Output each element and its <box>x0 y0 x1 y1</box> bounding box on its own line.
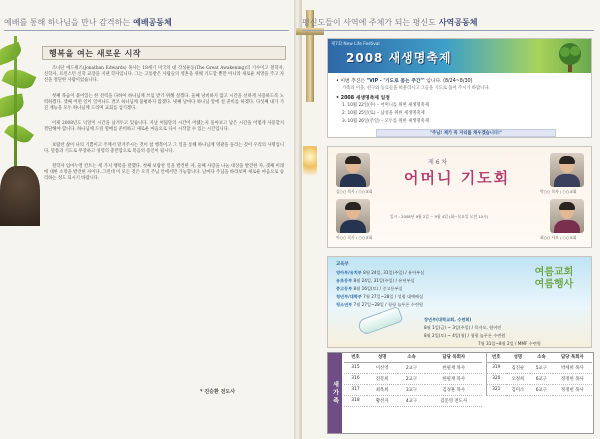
right-header-text: 평신도들이 사역에 주체가 되는 평신도 <box>302 17 436 27</box>
table-row <box>344 373 482 384</box>
left-header-section: 예배공동체 <box>133 17 172 27</box>
table-cell: 6교구 <box>530 373 552 384</box>
left-header-rule <box>4 30 289 31</box>
festival-schedule-title: • 2008 새생명축제 일정 <box>336 96 390 101</box>
candle-glow <box>303 146 317 182</box>
column-header: 번호 <box>344 353 367 362</box>
speaker-caption: 최○○ 사모 / ○○교회 <box>540 235 577 240</box>
article-paragraph: 첫째 목숨이 붙어있는 한 전력을 다하여 하나님께 쓰임 받기 위해 살겠다. 둘째 낭비하지 않고 시간을 선하게 사용하도록 노력하겠다. 셋째 어떤 일이 일어나도 결코 하나님께 불평하지 않겠다. 넷째 날마다 하나님 앞에 설 준비를 하겠다. 다섯째 내가 가진 재능을 모두 하나님께 드리며 교회를 섬기겠다. <box>44 93 284 112</box>
table-cell: 정정헌 목사 <box>553 384 592 395</box>
summer-item-label: 영아부/유치부 <box>336 270 362 275</box>
column-header: 소속 <box>398 353 426 362</box>
prayer-date: 일시 : 2008년 9월 2일 ~ 9월 4일 (화~목요일 오전 10시) <box>390 214 489 219</box>
festival-banner <box>328 39 591 73</box>
festival-schedule-item: 2. 10월 25일(토) – 남성을 위한 새생명축제 <box>342 111 425 116</box>
left-header-text: 예배를 통해 하나님을 만나 감격하는 <box>4 17 131 27</box>
table-cell: 오정희 <box>506 373 531 384</box>
table-row <box>487 373 593 384</box>
summer-item-text: 8월 24일, 31일(주일) / 유아부실 <box>363 270 425 275</box>
summer-adult-item: 8월 2일(토) ~ 4일(월) / 청평 늘푸른 수련원 <box>424 333 506 338</box>
article-paragraph: 철학자 임마누엘 칸트는 세 가지 행복을 말했다. 첫째 보람찬 일을 발견한 자, 둘째 사랑을 나눌 대상을 발견한 자, 셋째 미래에 대한 소망을 발견한 자이다. 그런데 이 모든 것은 오직 주님 안에서만 가능합니다. 날마다 주님을 바라보며 새로운 마음으로 승리하는 성도 되시기 바랍니다. <box>44 164 284 182</box>
new-family-table-right <box>486 353 592 396</box>
table-cell: 321 <box>487 384 506 395</box>
article-title: 행복을 여는 새로운 시작 <box>49 48 142 58</box>
summer-dept-title: 교육부 <box>336 262 349 267</box>
speaker-portrait <box>336 153 370 187</box>
summer-schedule-item <box>336 286 403 292</box>
new-family-label: 새가족 <box>328 353 342 433</box>
table-cell: 2교구 <box>398 373 426 384</box>
table-cell: 김경훈 목사 <box>425 384 482 395</box>
left-header <box>4 14 172 30</box>
summer-item-label: 청소년부 <box>336 302 353 307</box>
new-family-table <box>327 352 594 434</box>
festival-edition: 제7회 New Life Festival <box>331 42 380 47</box>
table-cell: 318 <box>344 395 367 406</box>
article-author: * 진승환 전도사 <box>200 389 236 395</box>
bottle-image <box>357 306 404 336</box>
table-cell: 황선자 <box>367 395 398 406</box>
festival-announcement <box>336 77 472 84</box>
speaker-caption: 이○○ 목사 / ○○교회 <box>336 235 373 240</box>
summer-schedule-item <box>336 294 423 300</box>
prayer-edition: 제 6 차 <box>428 159 448 166</box>
table-cell: 한필재 목사 <box>425 373 482 384</box>
summer-schedule-item <box>336 278 415 284</box>
table-row <box>487 362 593 373</box>
table-cell: 5교구 <box>530 362 552 373</box>
article-paragraph: 보람찬 삶이 나의 기쁨이고 주께서 맡겨주시는 것이 참 행복이고 그 일을 통해 하나님께 영광을 돌리는 것이 우리의 사명입니다. 말씀과 기도로 무장하고 성령의 충만함으로 복음의 증인이 됩시다. <box>44 142 284 154</box>
festival-announcement-prefix: • 이번 추진은 <box>336 79 366 84</box>
festival-announcement-bold: "VIP - '기도로 품는 주간'" <box>366 79 425 84</box>
tree-icon <box>555 42 585 72</box>
summer-title-line: 여름교회 <box>534 267 574 278</box>
summer-title-line: 여름행사 <box>534 279 574 290</box>
summer-title <box>524 267 584 291</box>
table-cell: 이선영 <box>367 362 398 373</box>
column-header: 담당 목회자 <box>425 353 482 362</box>
summer-retreat-box <box>327 256 592 348</box>
mothers-prayer-box <box>327 146 592 248</box>
summer-adult-item: 8월 1일(금) ~ 3일(주일) / 목자모, 원어민 <box>424 325 502 330</box>
table-cell: 317 <box>344 384 367 395</box>
article-title-box <box>42 46 286 60</box>
table-cell: 315 <box>344 362 367 373</box>
table-cell: 김미소 <box>506 384 531 395</box>
table-cell: 2교구 <box>398 362 426 373</box>
table-cell: 최옥희 <box>367 384 398 395</box>
speaker-caption: 박○○ 목사 / ○○교회 <box>540 189 577 194</box>
festival-schedule-item: 1. 10월 22일(수) – 어머니를 위한 새생명축제 <box>342 103 429 108</box>
summer-schedule-item <box>336 302 423 308</box>
right-header-rule <box>302 30 594 31</box>
summer-item-text: 8월 16일(토) / 중고등부실 <box>353 286 403 291</box>
summer-adult-title: 장년부(대학교회, 수련회) <box>424 317 472 322</box>
festival-description: 가족과 이웃, 친구와 동료들을 떠올리시고 그들을 기도로 품어 주시기 바랍니다. <box>342 86 490 91</box>
table-cell: 박세희 목사 <box>553 362 592 373</box>
prayer-title: 어머니 기도회 <box>404 169 511 187</box>
table-row <box>344 362 482 373</box>
article-body <box>44 66 284 192</box>
table-cell: 4교구 <box>398 395 426 406</box>
festival-announcement-suffix: 입니다. (8/24~8/30) <box>426 79 473 84</box>
right-header-section: 사역공동체 <box>438 17 478 27</box>
table-header-row <box>487 353 593 362</box>
summer-schedule-item <box>336 270 424 276</box>
table-cell: 김진순 <box>506 362 531 373</box>
speaker-portrait <box>550 153 584 187</box>
table-cell: 3교구 <box>398 384 426 395</box>
column-header: 번호 <box>487 353 506 362</box>
speaker-caption: 김○○ 목사 / ○○교회 <box>336 189 373 194</box>
table-cell: 319 <box>487 362 506 373</box>
summer-item-label: 청년부/대학부 <box>336 294 362 299</box>
speaker-portrait <box>550 199 584 233</box>
table-cell: 정정헌 목사 <box>553 373 592 384</box>
article-paragraph: 조나단 에드워즈(Jonathan Edwards) 목사는 18세기 미국의 대 각성운동(The Great Awakening)의 기수이고 철학자, 신학자, 프린스턴 신학 교장을 지낸 학자입니다. 그는 고통받은 사람들의 영혼을 위해 기도할 뿐만 아니라 새로운 희망을 주고 자신을 결단한 사람이었습니다. <box>44 66 284 84</box>
summer-item-text: 7월 27일~28일 / 성령 대예배실 <box>363 294 424 299</box>
festival-slogan-bar: "주님! 제가 꼭 자리를 채우겠습니다!" <box>376 129 556 137</box>
column-header: 성명 <box>506 353 531 362</box>
column-header: 성명 <box>367 353 398 362</box>
summer-adult-item: 7월 31일~8월 2일 / MMF 수련원 <box>478 341 541 346</box>
right-header <box>302 14 477 30</box>
table-cell: 한필재 목사 <box>425 362 482 373</box>
table-header-row <box>344 353 482 362</box>
column-header: 담당 목회자 <box>553 353 592 362</box>
festival-schedule-item: 3. 10월 26일(주일) – 모두를 위한 새생명축제 <box>342 119 429 124</box>
festival-box <box>327 38 592 138</box>
table-row <box>344 384 482 395</box>
table-cell: 316 <box>344 373 367 384</box>
table-cell: 김문영 전도사 <box>425 395 482 406</box>
plant-photo <box>0 36 40 226</box>
table-row <box>487 384 593 395</box>
table-row <box>344 395 482 406</box>
table-cell: 6교구 <box>530 384 552 395</box>
new-family-table-left <box>344 353 482 407</box>
summer-item-label: 중고등부 <box>336 286 353 291</box>
festival-title: 2008 새생명축제 <box>346 51 452 65</box>
summer-item-label: 유초등부 <box>336 278 353 283</box>
page-gutter <box>294 0 302 439</box>
summer-item-text: 7월 27일~28일 / 청평 늘푸른 수련원 <box>353 302 423 307</box>
article-paragraph: 이제 2008년도 넉달이 시간을 남겨두고 있습니다. 지난 여덟달의 시간이 어땠는지 돌아보고 남은 시간을 어떻게 사용할지 결단해야 합니다. 하나님께 드릴 열매를 준비하고 새로운 마음으로 다시 시작할 수 있는 시간입니다. <box>44 121 284 133</box>
column-header: 소속 <box>530 353 552 362</box>
speaker-portrait <box>336 199 370 233</box>
summer-item-text: 8월 24일, 31일(주일) / 유년부실 <box>353 278 415 283</box>
table-cell: 320 <box>487 373 506 384</box>
table-cell: 진문희 <box>367 373 398 384</box>
